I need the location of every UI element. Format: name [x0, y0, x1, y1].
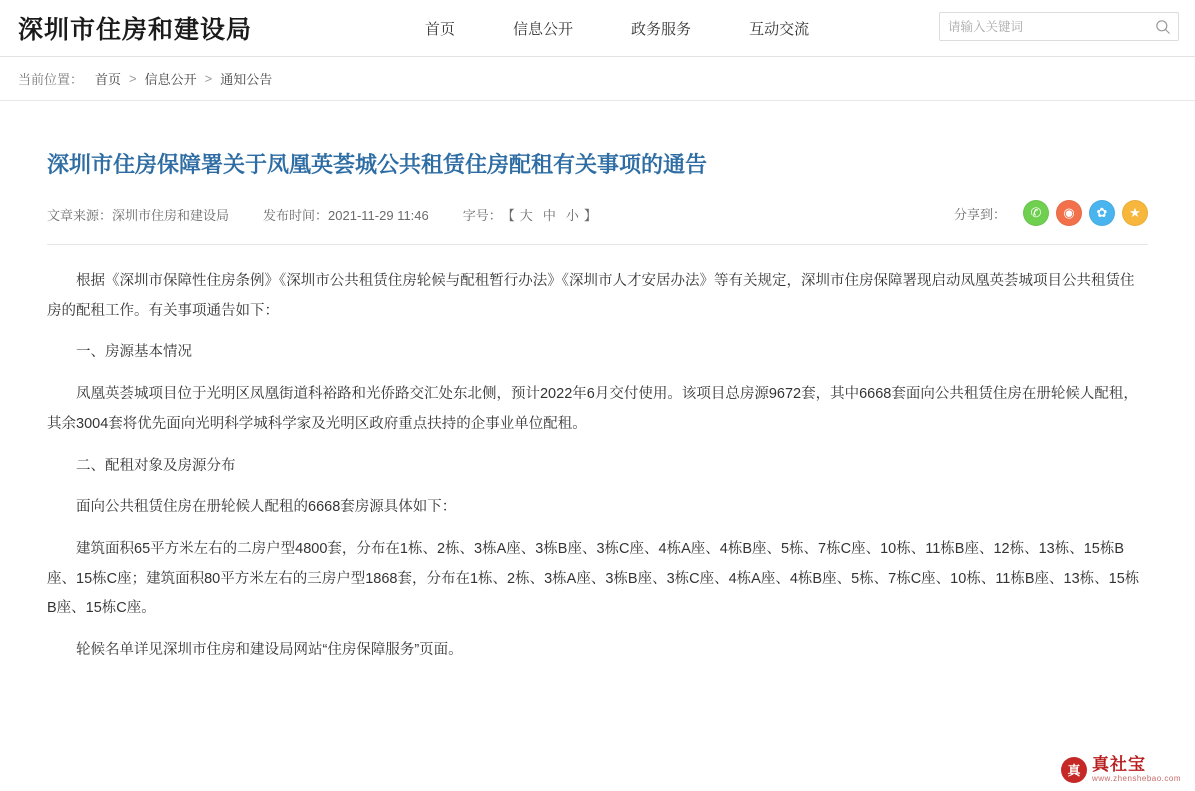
nav-item-info-disclosure[interactable]: 信息公开 — [513, 20, 574, 38]
weibo-icon[interactable]: ◉ — [1056, 200, 1082, 226]
article-paragraph: 轮候名单详见深圳市住房和建设局网站“住房保障服务”页面。 — [76, 642, 463, 659]
article-body — [47, 267, 1148, 666]
article-paragraph: 二、配租对象及房源分布 — [76, 457, 236, 474]
site-header — [0, 0, 1195, 57]
search-icon[interactable] — [1148, 13, 1178, 40]
qzone-icon[interactable]: ✿ — [1089, 200, 1115, 226]
article-container — [0, 148, 1195, 666]
article-paragraph: 建筑面积65平方米左右的二房户型4800套，分布在1栋、2栋、3栋A座、3栋B座、3栋C座、4栋A座、4栋B座、5栋、7栋C座、10栋、11栋B座、12栋、13栋、15栋B座、15栋C座；建筑面积80平方米左右的三房户型1868套，分布在1栋、2栋、3栋A座、3栋B座、3栋C座、4栋A座、4栋B座、5栋、7栋C座、10栋、11栋B座、13栋、15栋B座、15栋C座。 — [47, 541, 1140, 617]
article-publish-label: 发布时间： — [263, 208, 329, 223]
share-label: 分享到： — [953, 206, 1006, 222]
watermark-url: www.zhenshebao.com — [1091, 774, 1181, 783]
article-paragraph: 根据《深圳市保障性住房条例》《深圳市公共租赁住房轮候与配租暂行办法》《深圳市人才安居办法》等有关规定，深圳市住房保障署现启动凤凰英荟城项目公共租赁住房的配租工作。有关事项通告如下： — [47, 273, 1135, 319]
nav-item-government-services[interactable]: 政务服务 — [631, 20, 692, 38]
breadcrumb-separator: > — [129, 71, 137, 86]
breadcrumb-separator: > — [204, 71, 213, 86]
wechat-icon[interactable]: ✆ — [1023, 200, 1049, 226]
watermark-text — [1092, 756, 1181, 783]
breadcrumb-item-info-disclosure[interactable]: 信息公开 — [144, 72, 197, 87]
breadcrumb — [0, 57, 1195, 101]
font-size-label: 字号： — [462, 208, 502, 223]
breadcrumb-item-announcements[interactable]: 通知公告 — [220, 72, 273, 87]
font-size-medium-button[interactable]: 中 — [542, 208, 556, 223]
font-size-large-button[interactable]: 大 — [519, 208, 533, 223]
nav-item-interaction[interactable]: 互动交流 — [749, 20, 810, 38]
article-meta — [47, 205, 1148, 245]
share-area — [954, 200, 1148, 226]
site-title: 深圳市住房和建设局 — [18, 16, 253, 44]
favorite-icon[interactable]: ★ — [1122, 200, 1148, 226]
bracket-right: 】 — [583, 208, 597, 223]
watermark — [1061, 756, 1181, 783]
breadcrumb-item-home[interactable]: 首页 — [95, 72, 122, 87]
article-paragraph: 一、房源基本情况 — [76, 344, 192, 361]
article-publish-time — [263, 205, 429, 224]
font-size-small-button[interactable]: 小 — [565, 208, 579, 223]
breadcrumb-label: 当前位置： — [18, 72, 84, 87]
watermark-brand: 真社宝 — [1091, 755, 1146, 774]
font-size-controls — [463, 205, 597, 224]
bracket-left: 【 — [501, 208, 515, 223]
article-source-label: 文章来源： — [47, 208, 113, 223]
nav-item-home[interactable]: 首页 — [425, 20, 456, 38]
search-input[interactable] — [940, 13, 1148, 40]
article-source-value: 深圳市住房和建设局 — [112, 208, 230, 223]
article-paragraph: 面向公共租赁住房在册轮候人配租的6668套房源具体如下： — [76, 499, 457, 516]
article-paragraph: 凤凰英荟城项目位于光明区凤凰街道科裕路和光侨路交汇处东北侧，预计2022年6月交付使用。该项目总房源9672套，其中6668套面向公共租赁住房在册轮候人配租，其余3004套将优先面向光明科学城科学家及光明区政府重点扶持的企事业单位配租。 — [47, 386, 1138, 432]
page-title: 深圳市住房保障署关于凤凰英荟城公共租赁住房配租有关事项的通告 — [47, 152, 708, 177]
main-navigation — [396, 18, 838, 39]
watermark-badge-icon: 真 — [1061, 757, 1087, 783]
search-box[interactable] — [939, 12, 1179, 41]
article-publish-value: 2021-11-29 11:46 — [328, 208, 429, 223]
article-source — [47, 205, 229, 224]
